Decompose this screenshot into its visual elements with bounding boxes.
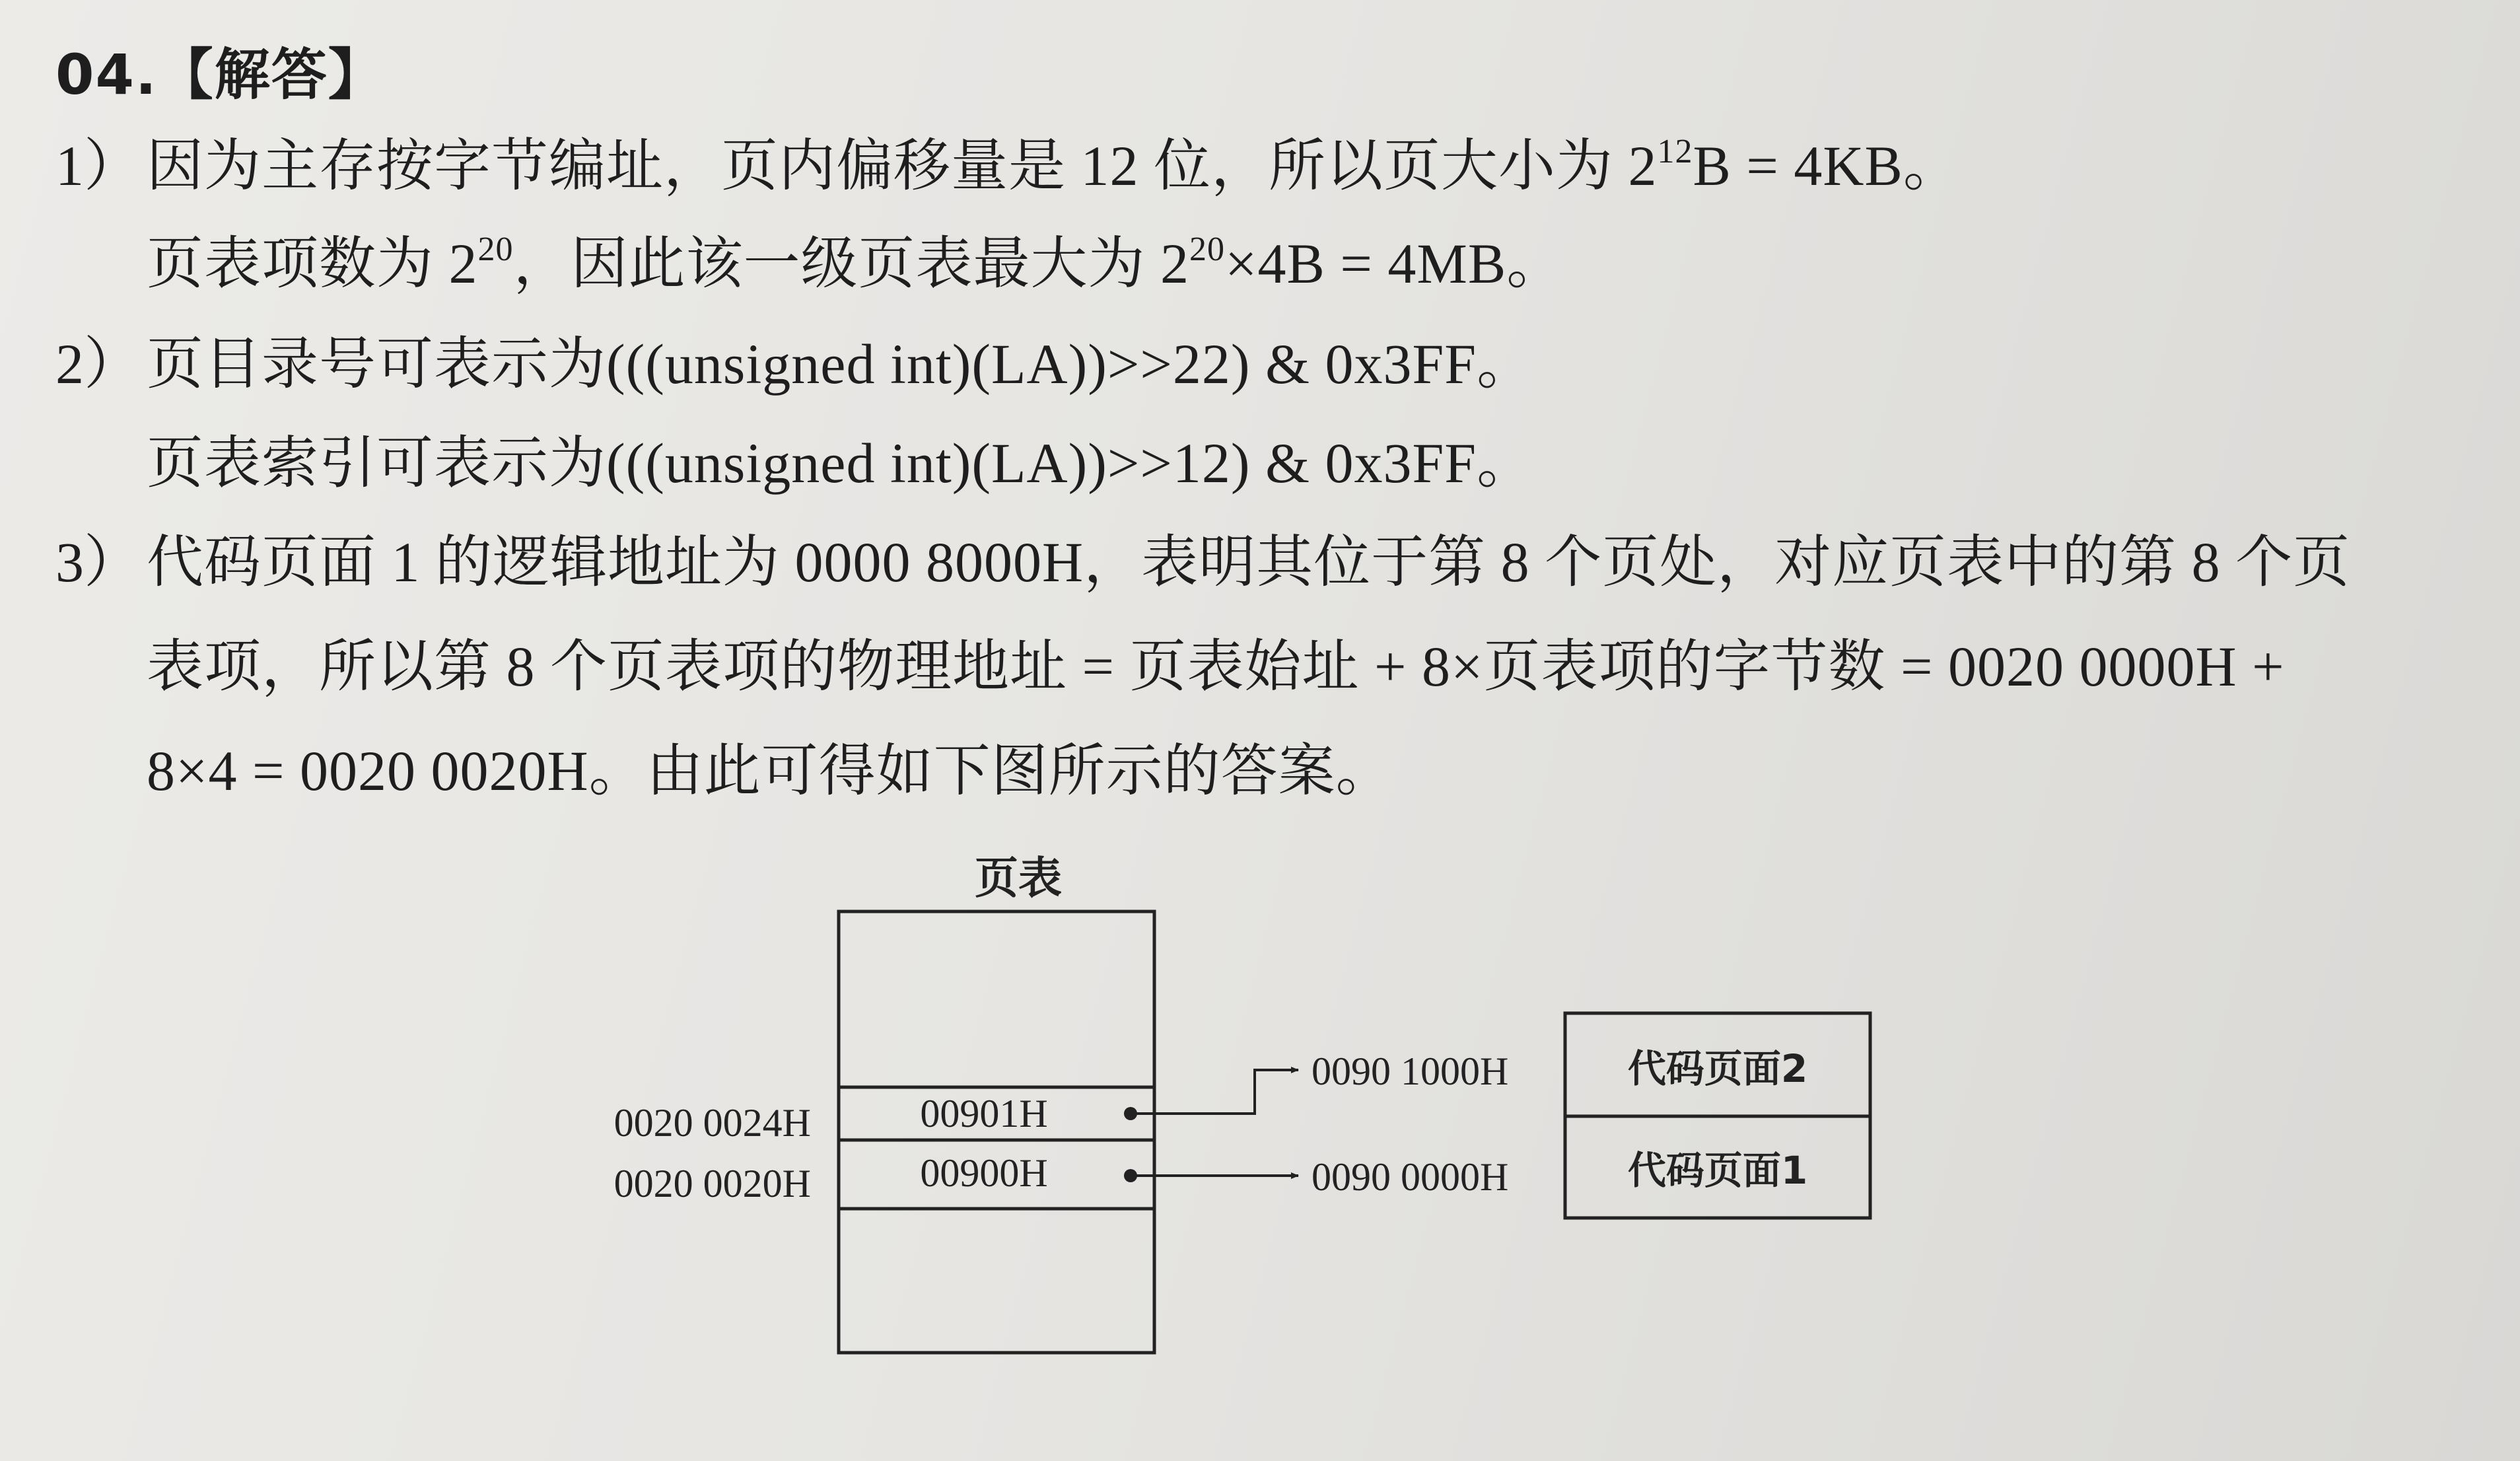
code-page-1-label: 代码页面1 [1627, 1148, 1808, 1193]
pte-address-label: 0020 0020H [613, 1162, 811, 1205]
pte-entry-value: 00900H [920, 1151, 1048, 1195]
frame-address-label: 0090 1000H [1312, 1050, 1509, 1093]
exponent: 20 [1189, 231, 1225, 268]
line-text: 8×4 = 0020 0020H。由此可得如下图所示的答案。 [147, 739, 1393, 802]
answer-heading: 04.【解答】 [55, 42, 385, 107]
exponent: 12 [1657, 133, 1693, 170]
line-text: 页表索引可表示为(((unsigned int)(LA))>>12) & 0x3FF。 [147, 431, 1535, 495]
page-table-title: 页表 [975, 853, 1062, 904]
pte-address-label: 0020 0024H [613, 1101, 811, 1145]
paragraph-number: 3） [55, 530, 141, 594]
line-text: 代码页面 1 的逻辑地址为 0000 8000H，表明其位于第 8 个页处，对应页表中的第 8 个页 [147, 530, 2351, 594]
line-text: B = 4KB。 [1693, 134, 1961, 197]
paragraph-number: 2） [55, 332, 141, 396]
line-text: ×4B = 4MB。 [1225, 232, 1564, 295]
line-text: 因为主存按字节编址，页内偏移量是 12 位，所以页大小为 2 [147, 134, 1658, 197]
paragraph-number: 1） [55, 134, 141, 197]
line-text: 表项，所以第 8 个页表项的物理地址 = 页表始址 + 8×页表项的字节数 = 0020 0000H + [147, 635, 2285, 698]
line-text: 页目录号可表示为(((unsigned int)(LA))>>22) & 0x3FF。 [147, 332, 1535, 396]
pte-entry-value: 00901H [920, 1092, 1048, 1135]
line-text: ，因此该一级页表最大为 2 [513, 232, 1189, 295]
line-text: 页表项数为 2 [147, 232, 478, 295]
frame-address-label: 0090 0000H [1312, 1155, 1509, 1199]
code-page-2-label: 代码页面2 [1627, 1046, 1808, 1091]
exponent: 20 [477, 231, 514, 268]
